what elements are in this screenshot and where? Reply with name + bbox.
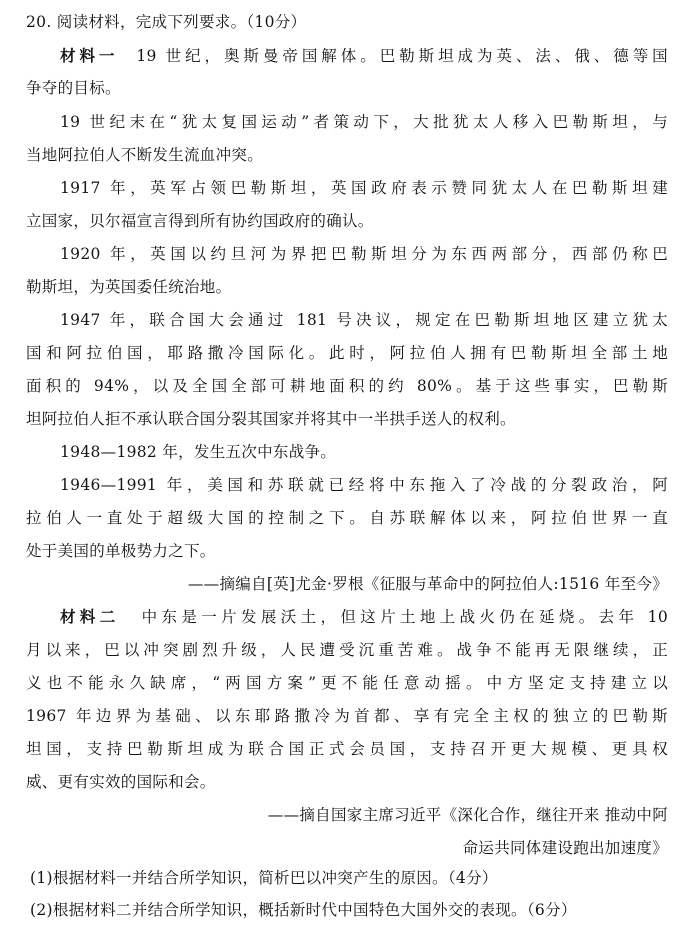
material1-line-6: 立国家，贝尔福宣言得到所有协约国政府的确认。 — [26, 212, 374, 230]
material1-line-14: 1946—1991 年，美国和苏联就已经将中东拖入了冷战的分裂政治，阿 — [60, 476, 668, 494]
material2-line-2: 月以来，巴以冲突剧烈升级，人民遭受沉重苦难。战争不能再无限继续，正 — [26, 641, 668, 659]
material1-source: ——摘编自[英]尤金·罗根《征服与革命中的阿拉伯人:1516 年至今》 — [187, 575, 668, 593]
material1-label: 材料一 — [60, 46, 119, 65]
material2-line-4: 1967 年边界为基础、以东耶路撒冷为首都、享有完全主权的独立的巴勒斯 — [26, 707, 668, 725]
material1-line-5: 1917 年，英军占领巴勒斯坦，英国政府表示赞同犹太人在巴勒斯坦建 — [60, 179, 668, 197]
material2-line-6: 威、更有实效的国际和会。 — [26, 773, 216, 791]
material1-line-2: 争夺的目标。 — [26, 79, 121, 97]
material1-line-8: 勒斯坦，为英国委任统治地。 — [26, 278, 232, 296]
task-1: (1)根据材料一并结合所学知识，简析巴以冲突产生的原因。（4分） — [30, 869, 498, 887]
material1-line-7: 1920 年，英国以约旦河为界把巴勒斯坦分为东西两部分，西部仍称巴 — [60, 245, 668, 263]
question-header: 20. 阅读材料，完成下列要求。（10分） — [26, 13, 307, 31]
material2-line-1: 材料二 中东是一片发展沃土，但这片土地上战火仍在延烧。去年 10 — [60, 607, 668, 626]
material2-label: 材料二 — [60, 607, 120, 626]
material1-line-12: 坦阿拉伯人拒不承认联合国分裂其国家并将其中一半拱手送人的权利。 — [26, 410, 516, 428]
material1-line-1: 材料一 19 世纪，奥斯曼帝国解体。巴勒斯坦成为英、法、俄、德等国 — [60, 46, 668, 65]
material1-line-10: 国和阿拉伯国，耶路撒冷国际化。此时，阿拉伯人拥有巴勒斯坦全部土地 — [26, 344, 668, 362]
material1-line-3: 19 世纪末在“犹太复国运动”者策动下，大批犹太人移入巴勒斯坦，与 — [60, 113, 668, 131]
material2-source-line-1: ——摘自国家主席习近平《深化合作，继往开来 推动中阿 — [267, 806, 668, 824]
material1-line-9: 1947 年，联合国大会通过 181 号决议，规定在巴勒斯坦地区建立犹太 — [60, 311, 668, 329]
material2-source-line-2: 命运共同体建设跑出加速度》 — [462, 839, 668, 857]
material1-line-15: 拉伯人一直处于超级大国的控制之下。自苏联解体以来，阿拉伯世界一直 — [26, 509, 668, 527]
material1-line-4: 当地阿拉伯人不断发生流血冲突。 — [26, 146, 264, 164]
material2-line-3: 义也不能永久缺席，“两国方案”更不能任意动摇。中方坚定支持建立以 — [26, 674, 668, 692]
material1-line-13: 1948—1982 年，发生五次中东战争。 — [60, 443, 337, 461]
material2-line-5: 坦国，支持巴勒斯坦成为联合国正式会员国，支持召开更大规模、更具权 — [26, 740, 668, 758]
material1-line-16: 处于美国的单极势力之下。 — [26, 542, 216, 560]
task-2: (2)根据材料二并结合所学知识，概括新时代中国特色大国外交的表现。（6分） — [30, 901, 577, 919]
material1-line-11: 面积的 94%，以及全国全部可耕地面积的约 80%。基于这些事实，巴勒斯 — [26, 377, 668, 395]
